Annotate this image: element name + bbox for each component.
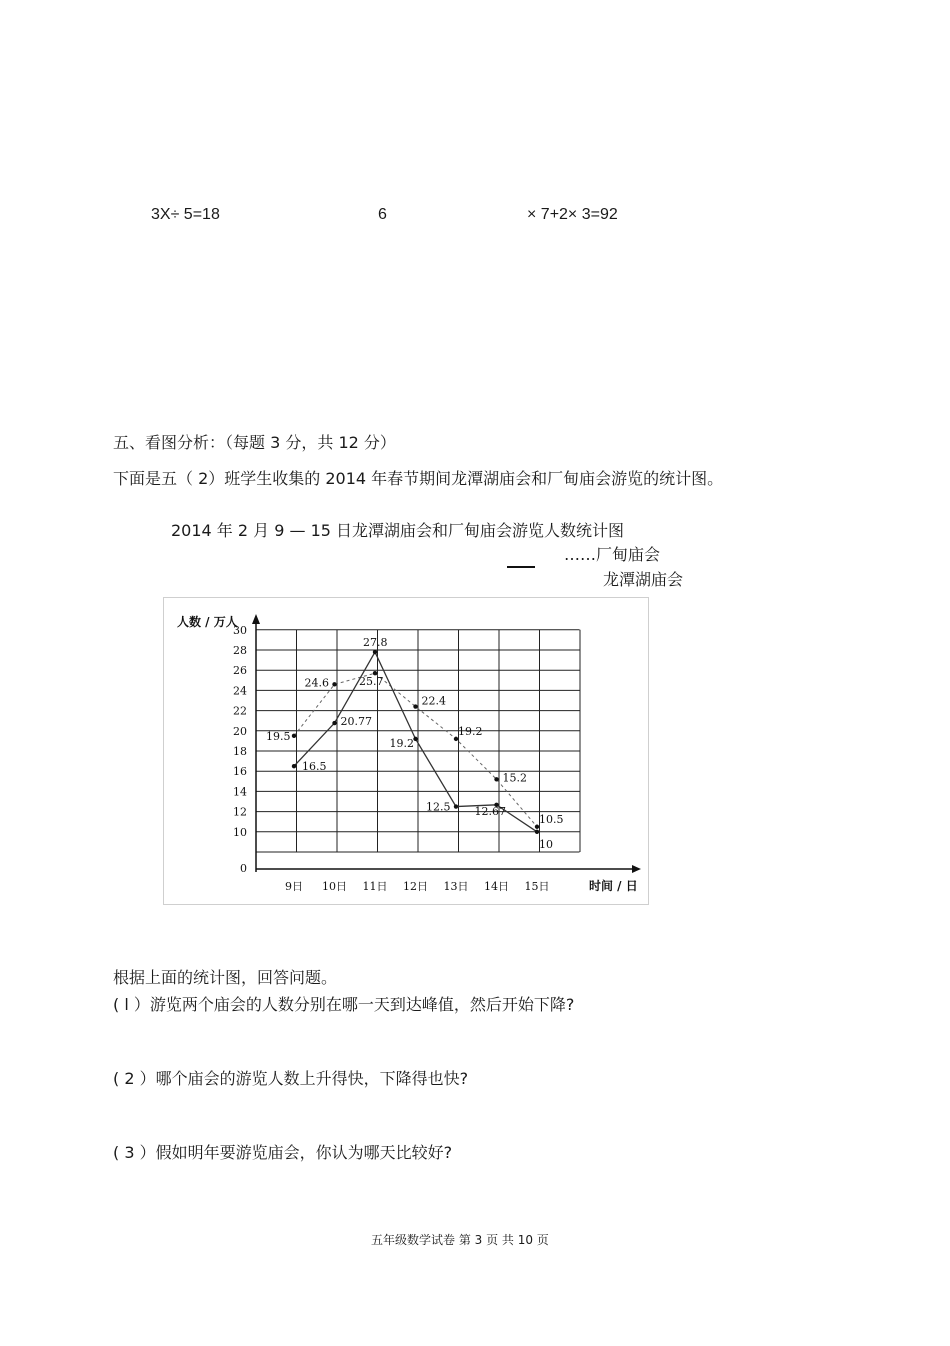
- x-tick-label: 15日: [524, 880, 550, 893]
- question-3: ( 3 ）假如明年要游览庙会，你认为哪天比较好?: [113, 1143, 453, 1162]
- y-tick-label: 22: [233, 704, 247, 718]
- question-2: ( 2 ）哪个庙会的游览人数上升得快，下降得也快?: [113, 1069, 469, 1088]
- questions-lead: 根据上面的统计图，回答问题。: [113, 968, 338, 987]
- x-tick-label: 11日: [362, 880, 388, 893]
- y-tick-label: 16: [233, 765, 247, 779]
- data-label: 12.67: [474, 804, 506, 818]
- equation-3: × 7+2× 3=92: [527, 206, 618, 223]
- data-label: 10: [539, 837, 553, 851]
- data-point: [292, 734, 296, 738]
- data-point: [332, 721, 336, 725]
- y-tick-label: 30: [233, 623, 247, 637]
- data-label: 19.5: [266, 729, 291, 743]
- x-tick-label: 9日: [285, 880, 303, 893]
- data-label: 15.2: [502, 771, 527, 785]
- section-intro: 下面是五（ 2）班学生收集的 2014 年春节期间龙潭湖庙会和厂甸庙会游览的统计图。: [113, 469, 724, 488]
- y-tick-label: 28: [233, 644, 247, 657]
- y-axis-arrow: [252, 614, 260, 624]
- data-label: 19.2: [389, 736, 414, 750]
- chart-title: 2014 年 2 月 9 — 15 日龙潭湖庙会和厂甸庙会游览人数统计图: [171, 521, 625, 540]
- equation-1: 3X÷ 5=18: [151, 206, 220, 223]
- y-tick-label: 0: [240, 862, 247, 875]
- series-line-changdian: [294, 673, 537, 827]
- question-1: ( l ）游览两个庙会的人数分别在哪一天到达峰值，然后开始下降?: [113, 995, 575, 1014]
- data-label: 12.5: [426, 800, 451, 814]
- data-label: 10.5: [539, 812, 564, 826]
- data-label: 16.5: [302, 760, 327, 774]
- y-tick-label: 18: [233, 745, 247, 758]
- data-point: [494, 777, 498, 781]
- y-axis-title: 人数 / 万人: [177, 615, 238, 629]
- y-tick-label: 10: [233, 825, 247, 839]
- page-footer: 五年级数学试卷 第 3 页 共 10 页: [371, 1233, 549, 1247]
- data-point: [413, 704, 417, 708]
- legend-changdian: ……厂甸庙会: [564, 545, 661, 564]
- data-label: 27.8: [363, 636, 388, 650]
- y-tick-label: 26: [233, 664, 247, 678]
- data-label: 24.6: [304, 676, 329, 690]
- y-tick-label: 20: [233, 724, 247, 738]
- data-point: [535, 830, 539, 834]
- legend-longtan: 龙潭湖庙会: [603, 570, 684, 589]
- legend-solid-line: [507, 566, 535, 568]
- x-tick-label: 13日: [443, 880, 469, 893]
- x-axis-arrow: [632, 865, 641, 873]
- data-point: [292, 764, 296, 768]
- y-tick-label: 24: [233, 684, 247, 698]
- data-label: 20.77: [340, 715, 372, 729]
- equation-2: 6: [378, 206, 387, 223]
- data-point: [332, 682, 336, 686]
- y-tick-label: 14: [233, 785, 247, 799]
- section-heading: 五、看图分析：（每题 3 分，共 12 分）: [113, 433, 396, 452]
- data-point: [373, 650, 377, 654]
- x-tick-label: 12日: [403, 880, 428, 893]
- x-tick-label: 10日: [322, 880, 347, 893]
- x-axis-title: 时间 / 日: [589, 879, 638, 893]
- data-point: [454, 804, 458, 808]
- line-chart: [163, 597, 649, 905]
- x-tick-label: 14日: [484, 880, 509, 893]
- y-tick-label: 12: [233, 805, 247, 819]
- data-label: 22.4: [421, 694, 446, 708]
- data-label: 19.2: [458, 724, 483, 738]
- data-label: 25.7: [359, 675, 384, 689]
